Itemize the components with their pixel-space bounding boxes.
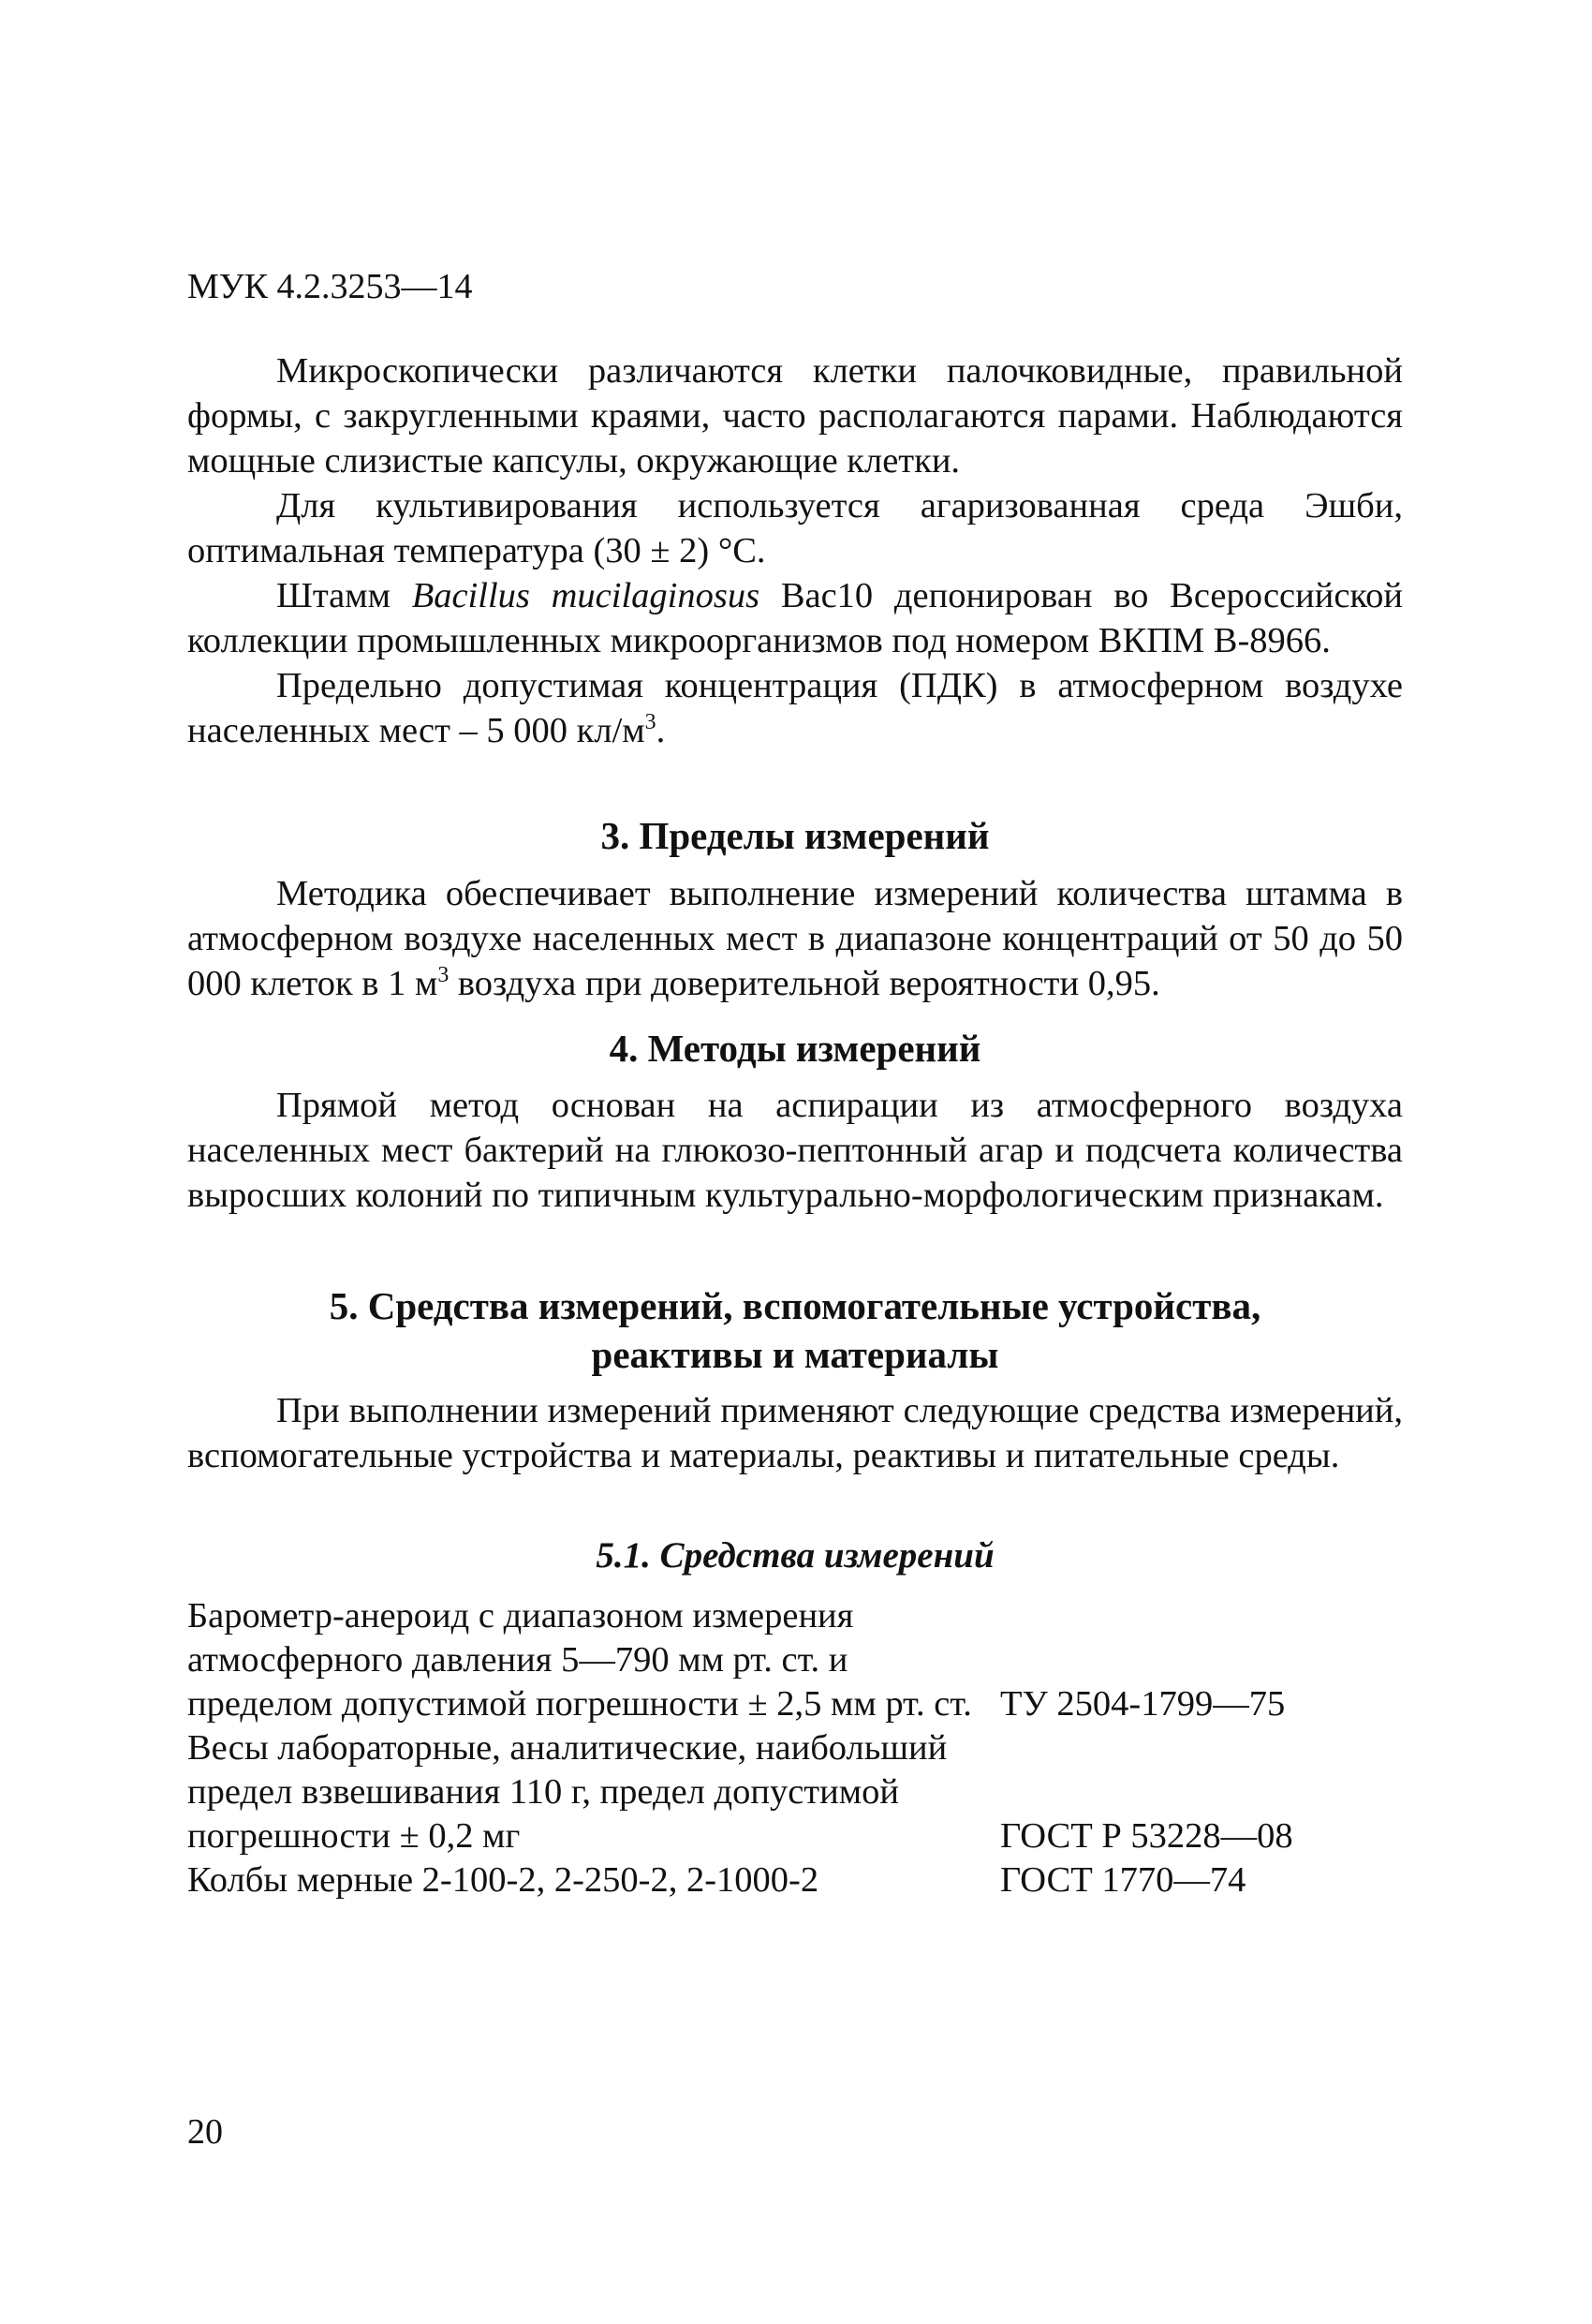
pdk-superscript: 3	[644, 710, 656, 735]
section-3-text	[187, 871, 1403, 1006]
instrument-standard: ТУ 2504-1799—75	[1000, 1684, 1286, 1724]
instrument-description: Весы лабораторные, аналитические, наибольший предел взвешивания 110 г, предел допустимой погрешности ± 0,2 мг	[187, 1728, 948, 1856]
paragraph-cultivation: Для культивирования используется агаризованная среда Эшби, оптимальная температура (30 ± 2) °С.	[187, 486, 1403, 570]
paragraph-equipment-intro: При выполнении измерений применяют следующие средства измерений, вспомогательные устройства и материалы, реактивы и питательные среды.	[187, 1391, 1403, 1475]
measuring-instruments-list	[187, 1594, 1403, 1902]
section-5-heading-line-1: 5. Средства измерений, вспомогательные устройства,	[329, 1284, 1261, 1327]
section-4-text	[187, 1083, 1403, 1218]
strain-text-after: Bac10 депонирован во Всероссийской коллекции промышленных микроорганизмов под номером ВКПМ В-8966.	[187, 576, 1404, 660]
paragraph-measurement-range	[187, 871, 1403, 1006]
paragraph-methods: Прямой метод основан на аспирации из атмосферного воздуха населенных мест бактерий на глюкозо-пептонный агар и подсчета количества выросших колоний по типичным культурально-морфологическим признакам.	[187, 1086, 1403, 1215]
strain-text-before: Штамм	[276, 576, 412, 615]
list-item	[187, 1726, 1403, 1858]
intro-text	[187, 348, 1403, 753]
section-5-heading-line-2: реактивы и материалы	[591, 1333, 999, 1376]
section-5-heading	[187, 1281, 1403, 1379]
section-5-text	[187, 1388, 1403, 1478]
paragraph-pdk	[187, 663, 1403, 753]
range-superscript: 3	[437, 963, 450, 988]
pdk-text-end: .	[656, 711, 666, 750]
pdk-text: Предельно допустимая концентрация (ПДК) в атмосферном воздухе населенных мест – 5 000 кл/м	[187, 666, 1403, 750]
strain-species-name: Bacillus mucilaginosus	[411, 576, 760, 615]
list-item	[187, 1858, 1403, 1902]
paragraph-microscopy: Микроскопически различаются клетки палочковидные, правильной формы, с закругленными краями, часто располагаются парами. Наблюдаются мощные слизистые капсулы, окружающие клетки.	[187, 351, 1403, 481]
instrument-description: Барометр-анероид с диапазоном измерения атмосферного давления 5—790 мм рт. ст. и пределом допустимой погрешности ± 2,5 мм рт. ст.	[187, 1596, 972, 1724]
range-text: Методика обеспечивает выполнение измерений количества штамма в атмосферном воздухе населенных мест в диапазоне концентраций от 50 до 50 000 клеток в 1 м	[187, 874, 1403, 1003]
section-4-heading: 4. Методы измерений	[609, 1027, 981, 1070]
document-code: МУК 4.2.3253—14	[187, 267, 473, 306]
range-text-end: воздуха при доверительной вероятности 0,95.	[449, 964, 1160, 1003]
instrument-description: Колбы мерные 2-100-2, 2-250-2, 2-1000-2	[187, 1860, 819, 1900]
paragraph-strain	[187, 573, 1403, 663]
list-item	[187, 1594, 1403, 1726]
subsection-5-1-heading: 5.1. Средства измерений	[596, 1535, 995, 1576]
section-3-heading: 3. Пределы измерений	[600, 814, 990, 857]
instrument-standard: ГОСТ Р 53228—08	[1000, 1816, 1293, 1856]
page-number: 20	[187, 2112, 223, 2152]
instrument-standard: ГОСТ 1770—74	[1000, 1860, 1246, 1900]
